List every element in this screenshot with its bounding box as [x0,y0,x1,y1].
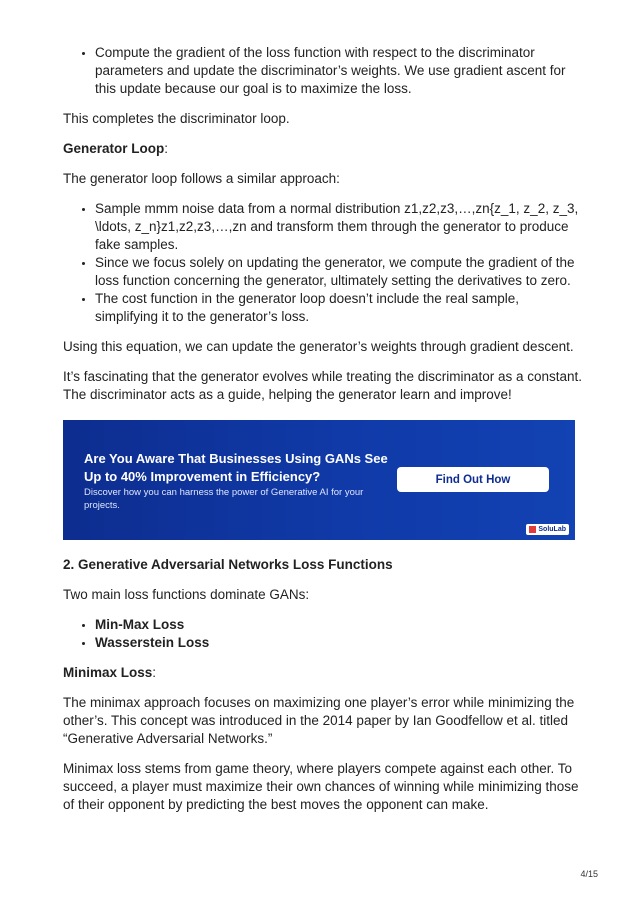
loss-wasserstein: Wasserstein Loss [95,635,210,650]
find-out-how-button[interactable]: Find Out How [397,467,549,492]
list-item [95,634,583,652]
paragraph-minimax-1: The minimax approach focuses on maximizing one player’s error while minimizing the other’s. This concept was introduced in the 2014 paper by Ian Goodfellow et al. titled “Generative Adversarial Networks.” [63,695,575,746]
logo-mark-icon [529,526,536,533]
page-number: 4/15 [580,869,598,879]
list-item [95,616,583,634]
minimax-title: Minimax Loss [63,665,153,680]
generator-loop-heading [63,140,583,158]
list-item: • Compute the gradient of the loss function with respect to the discriminator parameters and update the discriminator’s weights. We use gradient ascent for this update because our goal is to maximize the loss. [95,44,583,98]
paragraph-two-main: Two main loss functions dominate GANs: [63,587,310,602]
loss-function-list [63,616,583,652]
minimax-heading [63,664,583,682]
paragraph-equation: Using this equation, we can update the generator’s weights through gradient descent. [63,339,574,354]
list-item: • The cost function in the generator loop doesn’t include the real sample, simplifying it to the generator’s loss. [95,290,583,326]
list-item: • Sample mmm noise data from a normal distribution z1,z2,z3,…,zn{z_1, z_2, z_3, \ldots, z_n}z1,z2,z3,…,zn and transform them through the generator to produce fake samples. [95,200,583,254]
paragraph-discriminator-complete: This completes the discriminator loop. [63,111,290,126]
banner-headline: Are You Aware That Businesses Using GANs See Up to 40% Improvement in Efficiency? [84,451,388,484]
banner-subtext: Discover how you can harness the power of Generative AI for your projects. [84,487,364,511]
generator-bullet-list [63,200,583,326]
list-item: • Since we focus solely on updating the generator, we compute the gradient of the loss function concerning the generator, ultimately setting the derivatives to zero. [95,254,583,290]
loss-min-max: Min-Max Loss [95,617,185,632]
heading-colon: : [164,141,169,156]
heading-colon: : [152,665,157,680]
section-2-heading [63,556,583,574]
section-2-title: 2. Generative Adversarial Networks Loss Functions [63,557,393,572]
generator-loop-title: Generator Loop [63,141,165,156]
page-content [63,44,583,814]
paragraph-generator-intro: The generator loop follows a similar approach: [63,171,340,186]
promo-banner[interactable] [63,420,575,540]
paragraph-fascinating: It’s fascinating that the generator evolves while treating the discriminator as a constant. The discriminator acts as a guide, helping the generator learn and improve! [63,369,583,402]
solulab-logo [526,524,569,535]
paragraph-minimax-2: Minimax loss stems from game theory, where players compete against each other. To succeed, a player must maximize their own chances of winning while minimizing those of their opponent by predicting the best moves the opponent can make. [63,761,579,812]
logo-text: SoluLab [538,526,566,533]
discriminator-bullet-list [63,44,583,98]
